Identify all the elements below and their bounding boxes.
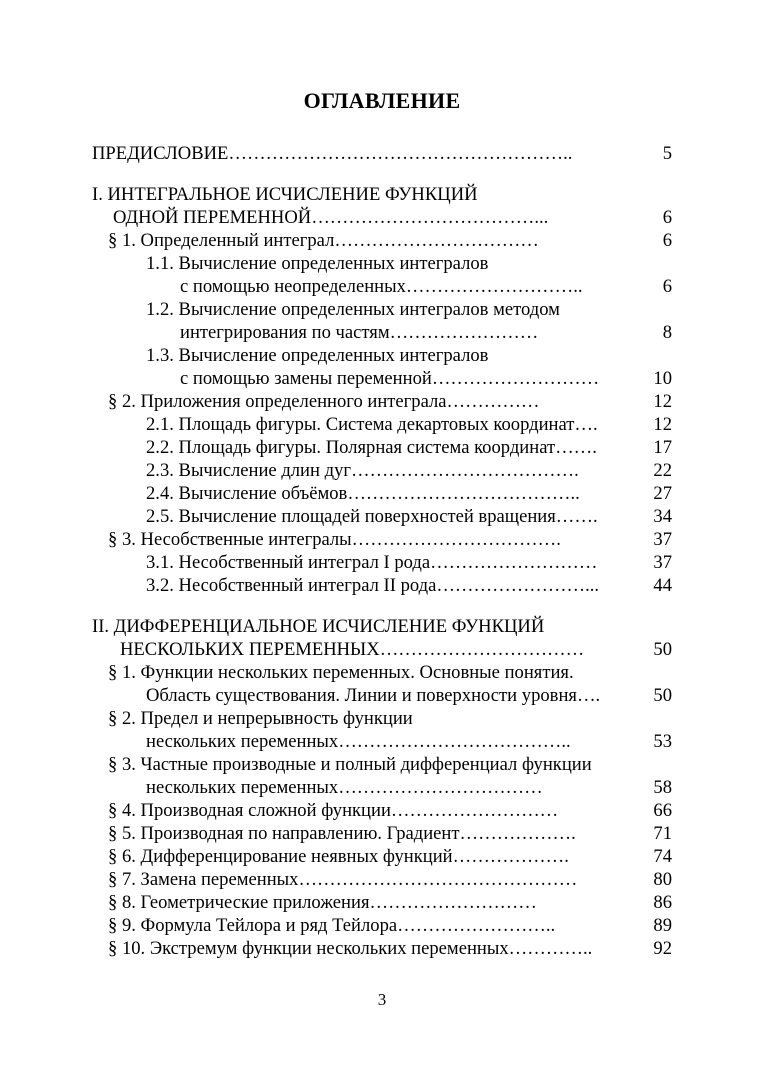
toc-page-number: 92 xyxy=(653,938,672,959)
toc-entry-text: I. ИНТЕГРАЛЬНОЕ ИСЧИСЛЕНИЕ ФУНКЦИЙ xyxy=(92,184,478,205)
toc-entry-text: 3.2. Несобственный интеграл II рода……………………... xyxy=(146,575,600,596)
toc-page-number: 8 xyxy=(662,322,672,343)
toc-page-number: 50 xyxy=(653,685,672,706)
toc-entry xyxy=(0,183,764,207)
toc-entry-text: Область существования. Линии и поверхности уровня…. xyxy=(146,685,601,706)
toc-entry-text: § 2. Предел и непрерывность функции xyxy=(108,708,413,729)
toc-page-number: 37 xyxy=(653,529,672,550)
toc-page-number: 50 xyxy=(653,639,672,660)
toc-entry xyxy=(0,344,764,368)
page-number: 3 xyxy=(377,990,387,1009)
toc-entry-text: § 1. Определенный интеграл…………………………… xyxy=(108,230,539,251)
toc-page-number: 22 xyxy=(653,460,672,481)
toc-entry xyxy=(0,574,764,598)
toc-entry-text: § 3. Частные производные и полный дифференциал функции xyxy=(108,754,592,775)
toc-page-number: 66 xyxy=(653,800,672,821)
toc-entry xyxy=(0,914,764,938)
toc-entry xyxy=(0,845,764,869)
toc-page-number: 27 xyxy=(653,483,672,504)
toc-page-number: 86 xyxy=(653,892,672,913)
toc-page-number: 89 xyxy=(653,915,672,936)
toc-page-number: 6 xyxy=(662,276,672,297)
toc-entry-text: 2.2. Площадь фигуры. Полярная система координат……. xyxy=(146,437,597,458)
toc-entry-text: ОДНОЙ ПЕРЕМЕННОЙ………………………………... xyxy=(113,207,549,228)
toc-page-number: 58 xyxy=(653,777,672,798)
toc-entry xyxy=(0,868,764,892)
toc-entry-text: § 2. Приложения определенного интеграла…………… xyxy=(108,391,540,412)
toc-entry xyxy=(0,615,764,639)
toc-entry-text: нескольких переменных…………………………… xyxy=(146,777,543,798)
toc-entry xyxy=(0,707,764,731)
toc-entry xyxy=(0,753,764,777)
toc-page-number: 53 xyxy=(653,731,672,752)
toc-page-number: 44 xyxy=(653,575,672,596)
toc-entry xyxy=(0,298,764,322)
toc-page-number: 6 xyxy=(662,230,672,251)
toc-entry xyxy=(0,436,764,460)
toc-entry-text: 2.5. Вычисление площадей поверхностей вращения……. xyxy=(146,506,598,527)
toc-entry xyxy=(0,206,764,230)
toc-entry-text: § 8. Геометрические приложения……………………… xyxy=(108,892,537,913)
toc-page-number: 71 xyxy=(653,823,672,844)
toc-entry-text: 2.4. Вычисление объёмов……………………………….. xyxy=(146,483,580,504)
toc-entry xyxy=(0,551,764,575)
toc-page-number: 34 xyxy=(653,506,672,527)
toc-entry-text: § 10. Экстремум функции нескольких переменных………….. xyxy=(108,938,593,959)
toc-entry-text: § 5. Производная по направлению. Градиент………………. xyxy=(108,823,576,844)
toc-entry-text: § 9. Формула Тейлора и ряд Тейлора…………………….. xyxy=(108,915,556,936)
toc-entry xyxy=(0,367,764,391)
toc-entry xyxy=(0,459,764,483)
toc-entry xyxy=(0,390,764,414)
table-of-contents xyxy=(0,136,764,959)
toc-entry xyxy=(0,413,764,437)
toc-entry xyxy=(0,321,764,345)
toc-entry-text: § 3. Несобственные интегралы……………………………. xyxy=(108,529,561,550)
toc-entry xyxy=(0,505,764,529)
toc-entry xyxy=(0,252,764,276)
page-title: ОГЛАВЛЕНИЕ xyxy=(303,88,461,113)
toc-entry-text: § 4. Производная сложной функции……………………… xyxy=(108,800,559,821)
toc-entry xyxy=(0,528,764,552)
toc-entry xyxy=(0,891,764,915)
toc-entry-text: НЕСКОЛЬКИХ ПЕРЕМЕННЫХ…………………………… xyxy=(120,639,585,660)
toc-entry-text: интегрирования по частям…………………… xyxy=(180,322,539,343)
toc-page-number: 17 xyxy=(653,437,672,458)
toc-entry-text: с помощью замены переменной……………………… xyxy=(180,368,600,389)
toc-entry xyxy=(0,142,764,166)
toc-entry-text: § 7. Замена переменных……………………………………… xyxy=(108,869,578,890)
toc-entry xyxy=(0,730,764,754)
toc-entry-text: II. ДИФФЕРЕНЦИАЛЬНОЕ ИСЧИСЛЕНИЕ ФУНКЦИЙ xyxy=(92,616,545,637)
toc-entry xyxy=(0,822,764,846)
toc-entry-text: ПРЕДИСЛОВИЕ……………………………………………….. xyxy=(92,143,573,164)
toc-entry-text: 2.1. Площадь фигуры. Система декартовых координат…. xyxy=(146,414,598,435)
toc-page-number: 80 xyxy=(653,869,672,890)
toc-entry xyxy=(0,638,764,662)
toc-entry-text: 1.3. Вычисление определенных интегралов xyxy=(146,345,489,366)
toc-page-number: 12 xyxy=(653,391,672,412)
toc-entry xyxy=(0,482,764,506)
toc-entry-text: 3.1. Несобственный интеграл I рода……………………… xyxy=(146,552,598,573)
toc-entry xyxy=(0,799,764,823)
toc-page-number: 5 xyxy=(662,143,672,164)
toc-entry-text: § 6. Дифференцирование неявных функций………………. xyxy=(108,846,569,867)
toc-entry-text: нескольких переменных……………………………….. xyxy=(146,731,571,752)
toc-page-number: 6 xyxy=(662,207,672,228)
toc-page-number: 74 xyxy=(653,846,672,867)
toc-page-number: 12 xyxy=(653,414,672,435)
toc-entry-text: § 1. Функции нескольких переменных. Основные понятия. xyxy=(108,662,574,683)
toc-entry-text: с помощью неопределенных……………………….. xyxy=(180,276,583,297)
toc-entry xyxy=(0,661,764,685)
toc-entry xyxy=(0,684,764,708)
toc-entry-text: 1.1. Вычисление определенных интегралов xyxy=(146,253,489,274)
toc-page-number: 10 xyxy=(653,368,672,389)
toc-entry xyxy=(0,776,764,800)
toc-entry xyxy=(0,937,764,961)
toc-page-number: 37 xyxy=(653,552,672,573)
toc-entry-text: 2.3. Вычисление длин дуг………………………………. xyxy=(146,460,579,481)
toc-entry-text: 1.2. Вычисление определенных интегралов методом xyxy=(146,299,560,320)
toc-entry xyxy=(0,275,764,299)
toc-entry xyxy=(0,229,764,253)
